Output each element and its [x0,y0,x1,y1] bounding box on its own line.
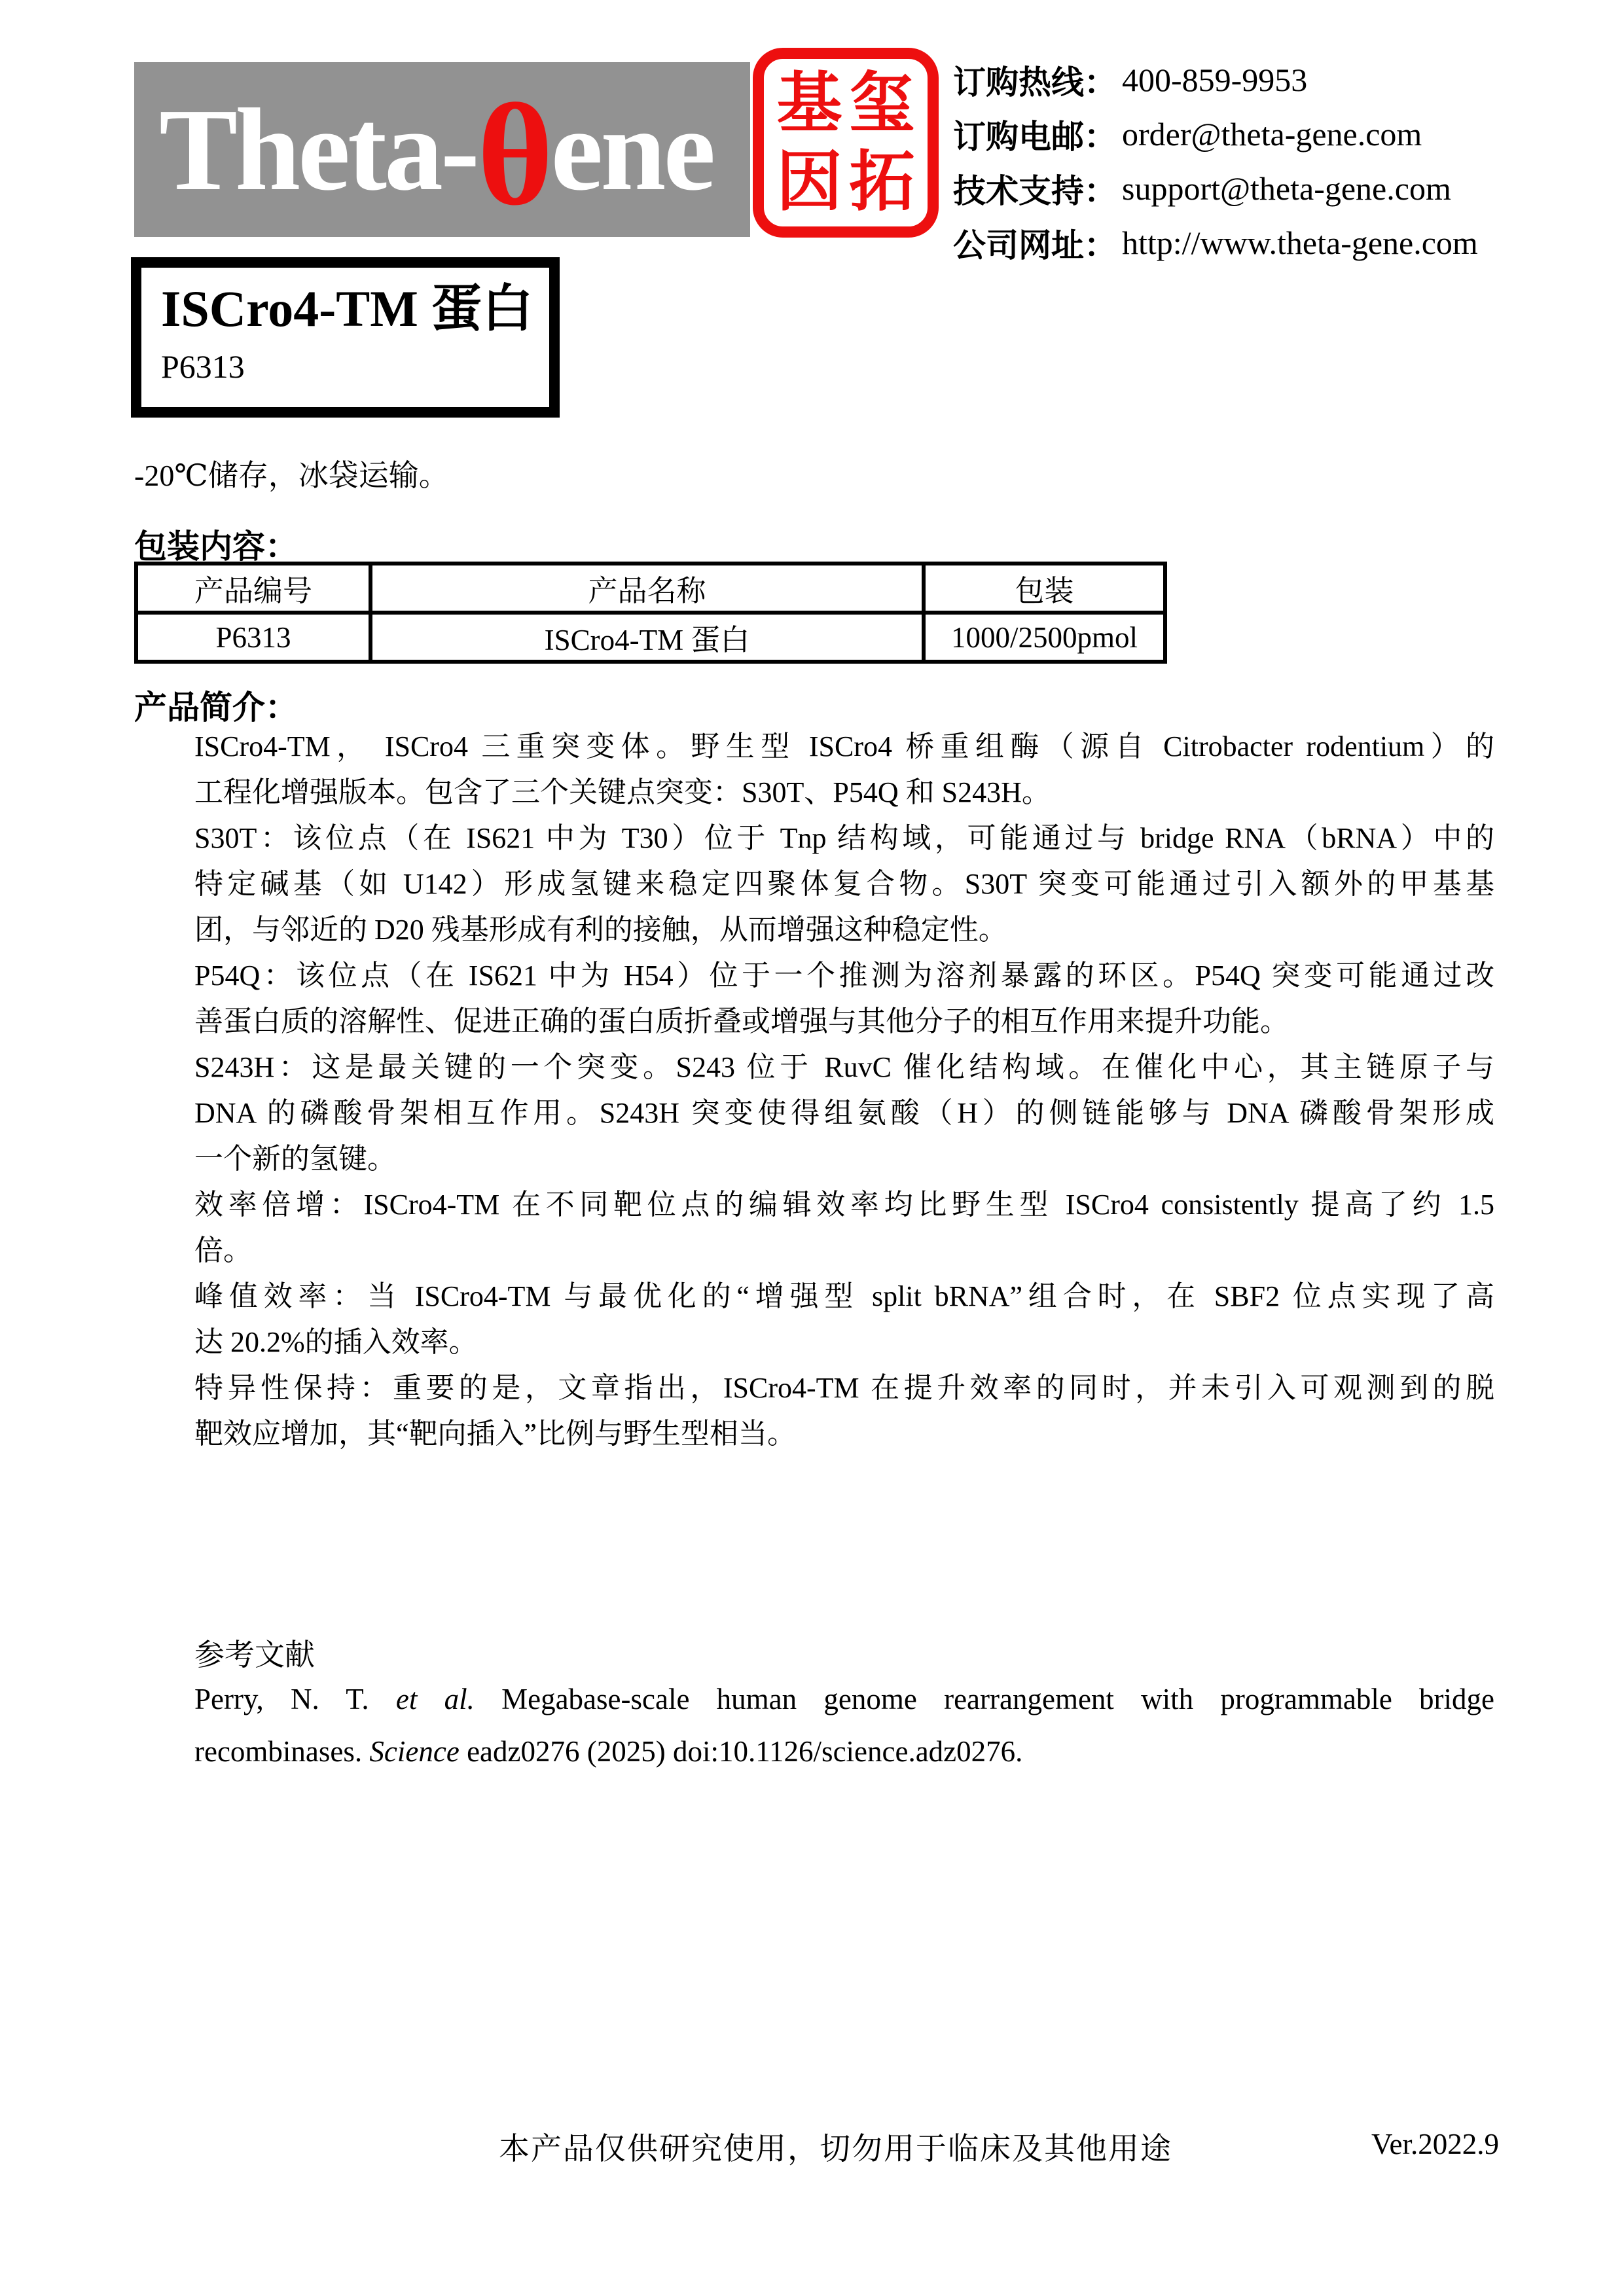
packaging-heading: 包装内容： [134,528,298,565]
reference-line [194,1673,1494,1725]
intro-line: P54Q：该位点（在 IS621 中为 H54）位于一个推测为溶剂暴露的环区。P54Q 突变可能通过改 [194,960,1494,992]
intro-line: 一个新的氢键。 [194,1143,396,1175]
seal-char: 因 [776,145,842,219]
contact-value-phone: 400-859-9953 [1122,61,1308,98]
intro-line: S243H：这是最关键的一个突变。S243 位于 RuvC 催化结构域。在催化中心，其主链原子与 [194,1051,1494,1083]
table-cell-product-no: P6313 [136,613,370,662]
reference-text: Perry, N. T. [194,1683,396,1715]
intro-line: 倍。 [194,1234,252,1266]
table-header-cell-product-name: 产品名称 [370,564,924,613]
intro-line: DNA 的磷酸骨架相互作用。S243H 突变使得组氨酸（H）的侧链能够与 DNA 磷酸骨架形成 [194,1097,1494,1129]
contact-label: 订购电邮： [953,118,1117,155]
table-header-cell-package: 包装 [924,564,1165,613]
company-logo [134,62,750,237]
contact-label: 公司网址： [953,226,1117,264]
contact-label: 技术支持： [953,172,1117,209]
references-body [194,1673,1494,1778]
seal-char: 玺 [849,67,915,140]
contact-value-support-email: support@theta-gene.com [1122,170,1451,207]
intro-line: 特定碱基（如 U142）形成氢键来稳定四聚体复合物。S30T 突变可能通过引入额外的甲基基 [194,868,1494,900]
theta-glyph: θ [477,73,551,236]
contact-row-hotline [953,52,1503,107]
reference-text: eadz0276 (2025) doi:10.1126/science.adz0276. [459,1735,1023,1768]
seal-char: 基 [776,67,842,140]
reference-italic-text: Science [369,1735,460,1768]
footer-disclaimer: 本产品仅供研究使用，切勿用于临床及其他用途 [499,2131,1172,2166]
intro-line: 善蛋白质的溶解性、促进正确的蛋白质折叠或增强与其他分子的相互作用来提升功能。 [194,1005,1289,1037]
contact-value-order-email: order@theta-gene.com [1122,115,1422,152]
product-title: ISCro4-TM 蛋白 [161,280,533,337]
intro-body [194,724,1494,1457]
references-heading: 参考文献 [194,1638,315,1672]
logo-text-pre: Theta- [159,84,477,215]
packaging-table [134,562,1167,664]
table-header-cell-product-no: 产品编号 [136,564,370,613]
intro-line: 峰值效率：当 ISCro4-TM 与最优化的“增强型 split bRNA”组合时，在 SBF2 位点实现了高 [194,1280,1494,1312]
table-cell-product-name: ISCro4-TM 蛋白 [370,613,924,662]
intro-line: 靶效应增加，其“靶向插入”比例与野生型相当。 [194,1418,797,1450]
footer-version: Ver.2022.9 [1371,2128,1499,2161]
table-header-row [136,564,1165,613]
contact-label: 订购热线： [953,63,1117,101]
contact-value-website: http://www.theta-gene.com [1122,224,1478,261]
intro-line: S30T：该位点（在 IS621 中为 T30）位于 Tnp 结构域，可能通过与 bridge RNA（bRNA）中的 [194,822,1494,854]
contact-info [953,52,1503,270]
contact-row-support-email [953,161,1503,215]
company-seal [753,48,939,238]
intro-line: 特异性保持：重要的是，文章指出，ISCro4-TM 在提升效率的同时，并未引入可观测到的脱 [194,1372,1494,1404]
contact-row-order-email [953,107,1503,161]
logo-text [134,73,713,236]
contact-row-website [953,215,1503,270]
intro-line: 工程化增强版本。包含了三个关键点突变：S30T、P54Q 和 S243H。 [194,776,1051,808]
reference-text: recombinases. [194,1735,370,1768]
logo-text-post: ene [550,84,713,215]
storage-note: -20℃储存，冰袋运输。 [134,459,449,492]
reference-text: Megabase-scale human genome rearrangement with programmable bridge [474,1683,1495,1715]
intro-line: 达 20.2%的插入效率。 [194,1326,478,1358]
seal-char: 拓 [849,145,915,219]
catalog-number: P6313 [161,348,245,385]
product-title-box [131,257,560,418]
intro-line: ISCro4-TM， ISCro4 三重突变体。野生型 ISCro4 桥重组酶（源自 Citrobacter rodentium）的 [194,730,1494,762]
intro-line: 效率倍增：ISCro4-TM 在不同靶位点的编辑效率均比野生型 ISCro4 consistently 提高了约 1.5 [194,1189,1494,1221]
table-row [136,613,1165,662]
intro-line: 团，与邻近的 D20 残基形成有利的接触，从而增强这种稳定性。 [194,914,1007,946]
reference-italic-text: et al. [395,1683,475,1715]
reference-line [194,1725,1494,1778]
table-cell-package: 1000/2500pmol [924,613,1165,662]
intro-heading: 产品简介： [134,689,298,726]
